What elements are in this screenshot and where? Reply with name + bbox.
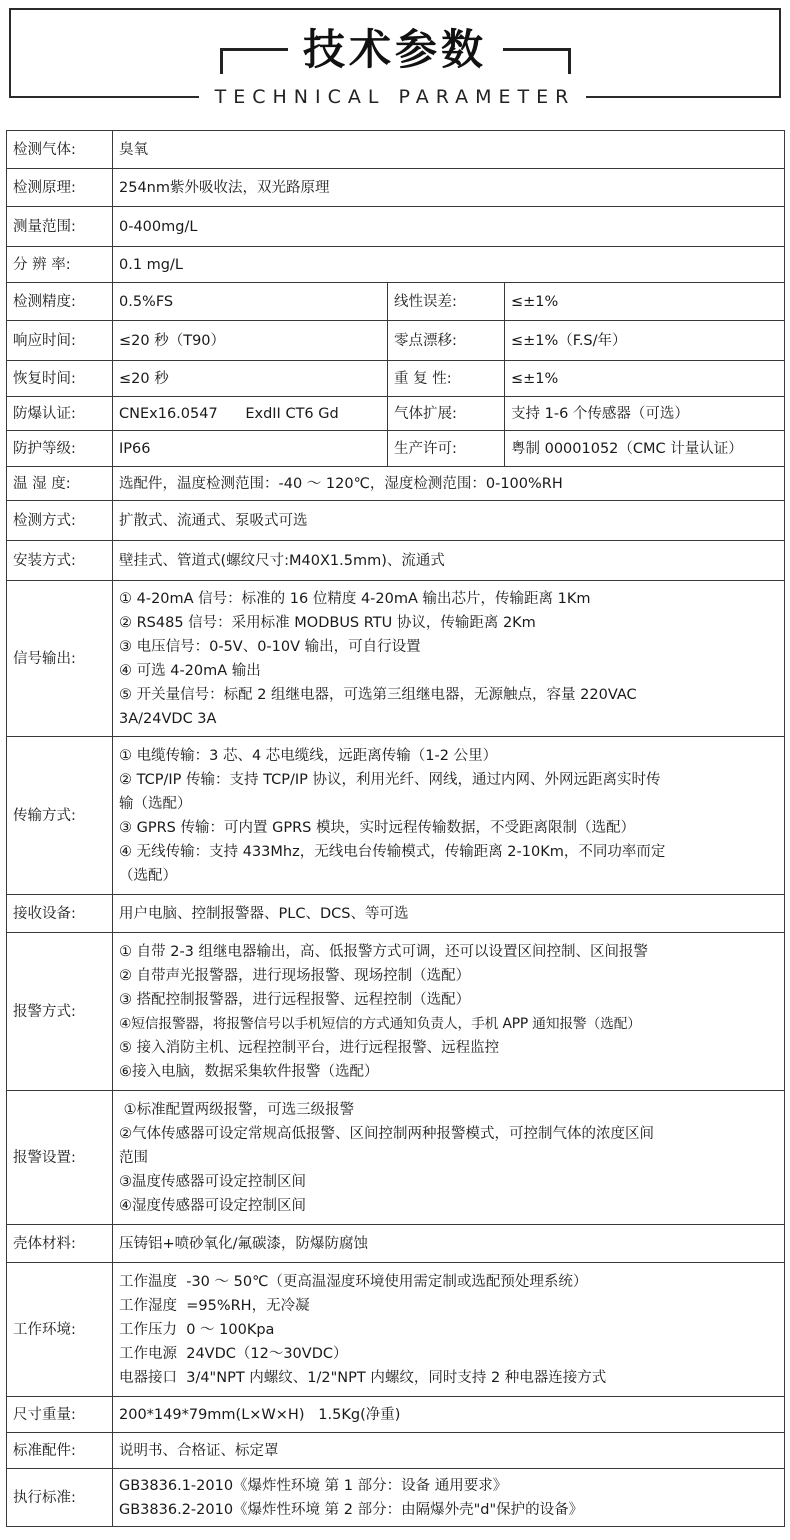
list-item: 工作温度 -30 ～ 50℃（更高温湿度环境使用需定制或选配预处理系统） [119, 1273, 588, 1290]
list-item: 工作湿度 =95%RH，无冷凝 [119, 1297, 310, 1314]
page-subtitle: TECHNICAL PARAMETER [214, 86, 576, 108]
row-label: 检测方式: [7, 501, 113, 541]
row-label: 恢复时间: [7, 361, 113, 397]
row-label: 壳体材料: [7, 1225, 113, 1263]
table-row-housing [7, 1225, 785, 1263]
row-value: CNEx16.0547 ExdII CT6 Gd [113, 397, 388, 431]
table-row-install [7, 541, 785, 581]
row-label: 零点漂移: [388, 321, 505, 361]
table-row-response [7, 321, 785, 361]
table-row-environment [7, 1263, 785, 1397]
table-row-temp-humidity [7, 467, 785, 501]
table-row-range [7, 207, 785, 247]
row-label: 工作环境: [7, 1263, 113, 1397]
row-value: ≤20 秒（T90） [113, 321, 388, 361]
row-label: 生产许可: [388, 431, 505, 467]
row-value [113, 1469, 785, 1527]
row-value: ≤±1% [505, 283, 785, 321]
list-item: 范围 [119, 1149, 148, 1166]
list-item: ③ GPRS 传输：可内置 GPRS 模块，实时远程传输数据，不受距离限制（选配） [119, 819, 635, 836]
row-value: 壁挂式、管道式(螺纹尺寸:M40X1.5mm)、流通式 [113, 541, 785, 581]
table-row-alarm-mode [7, 933, 785, 1091]
row-label: 传输方式: [7, 737, 113, 895]
row-label: 执行标准: [7, 1469, 113, 1527]
table-row-explosion [7, 397, 785, 431]
row-value [113, 1263, 785, 1397]
parameter-table [6, 130, 785, 1527]
list-item: GB3836.1-2010《爆炸性环境 第 1 部分：设备 通用要求》 [119, 1477, 508, 1494]
list-item: 输（选配） [119, 795, 192, 812]
row-label: 防爆认证: [7, 397, 113, 431]
row-value: IP66 [113, 431, 388, 467]
list-item: ④短信报警器，将报警信号以手机短信的方式通知负责人，手机 APP 通知报警（选配） [119, 1015, 641, 1032]
table-row-gas [7, 131, 785, 169]
list-item: GB3836.2-2010《爆炸性环境 第 2 部分：由隔爆外壳"d"保护的设备》 [119, 1501, 584, 1518]
list-item: ③ 搭配控制报警器，进行远程报警、远程控制（选配） [119, 991, 471, 1008]
row-label: 气体扩展: [388, 397, 505, 431]
row-label: 防护等级: [7, 431, 113, 467]
list-item: ④ 可选 4-20mA 输出 [119, 662, 261, 679]
row-value [113, 581, 785, 737]
table-row-protection [7, 431, 785, 467]
table-row-detection-mode [7, 501, 785, 541]
row-value: 200*149*79mm(L×W×H) 1.5Kg(净重) [113, 1397, 785, 1433]
table-row-standards [7, 1469, 785, 1527]
row-value [113, 737, 785, 895]
row-label: 接收设备: [7, 895, 113, 933]
table-row-resolution [7, 247, 785, 283]
row-value: ≤20 秒 [113, 361, 388, 397]
table-row-recovery [7, 361, 785, 397]
list-item: ③ 电压信号：0-5V、0-10V 输出，可自行设置 [119, 638, 421, 655]
row-value [113, 933, 785, 1091]
list-item: ②气体传感器可设定常规高低报警、区间控制两种报警模式，可控制气体的浓度区间 [119, 1125, 654, 1142]
row-label: 检测原理: [7, 169, 113, 207]
row-value: 压铸铝+喷砂氧化/氟碳漆，防爆防腐蚀 [113, 1225, 785, 1263]
row-value: 选配件，温度检测范围：-40 ～ 120℃，湿度检测范围：0-100%RH [113, 467, 785, 501]
list-item: 电器接口 3/4"NPT 内螺纹、1/2"NPT 内螺纹，同时支持 2 种电器连接方式 [119, 1369, 607, 1386]
list-item: ⑤ 接入消防主机、远程控制平台，进行远程报警、远程监控 [119, 1039, 500, 1056]
row-label: 尺寸重量: [7, 1397, 113, 1433]
row-label: 检测精度: [7, 283, 113, 321]
row-label: 重 复 性: [388, 361, 505, 397]
row-value: ≤±1% [505, 361, 785, 397]
list-item: ① 自带 2-3 组继电器输出，高、低报警方式可调，还可以设置区间控制、区间报警 [119, 943, 649, 960]
list-item: ② RS485 信号：采用标准 MODBUS RTU 协议，传输距离 2Km [119, 614, 536, 631]
table-row-alarm-setting [7, 1091, 785, 1225]
row-label: 温 湿 度: [7, 467, 113, 501]
row-value: 粤制 00001052（CMC 计量认证） [505, 431, 785, 467]
table-row-transmission [7, 737, 785, 895]
row-value [113, 1091, 785, 1225]
list-item: 3A/24VDC 3A [119, 710, 217, 727]
row-label: 线性误差: [388, 283, 505, 321]
row-value: 254nm紫外吸收法，双光路原理 [113, 169, 785, 207]
list-item: ① 电缆传输：3 芯、4 芯电缆线，远距离传输（1-2 公里） [119, 747, 498, 764]
table-row-principle [7, 169, 785, 207]
list-item: （选配） [119, 867, 177, 884]
list-item: 工作压力 0 ～ 100Kpa [119, 1321, 275, 1338]
list-item: ② 自带声光报警器，进行现场报警、现场控制（选配） [119, 967, 471, 984]
list-item: ①标准配置两级报警，可选三级报警 [119, 1101, 355, 1118]
table-row-size [7, 1397, 785, 1433]
row-value: 用户电脑、控制报警器、PLC、DCS、等可选 [113, 895, 785, 933]
list-item: ⑥接入电脑，数据采集软件报警（选配） [119, 1063, 379, 1080]
row-label: 分 辨 率: [7, 247, 113, 283]
list-item: ① 4-20mA 信号：标准的 16 位精度 4-20mA 输出芯片，传输距离 1Km [119, 590, 591, 607]
row-label: 响应时间: [7, 321, 113, 361]
list-item: ④湿度传感器可设定控制区间 [119, 1197, 306, 1214]
row-label: 报警设置: [7, 1091, 113, 1225]
list-item: ② TCP/IP 传输：支持 TCP/IP 协议，利用光纤、网线，通过内网、外网远距离实时传 [119, 771, 661, 788]
row-value: 支持 1-6 个传感器（可选） [505, 397, 785, 431]
row-label: 报警方式: [7, 933, 113, 1091]
list-item: ⑤ 开关量信号：标配 2 组继电器，可选第三组继电器，无源触点，容量 220VAC [119, 686, 637, 703]
table-row-accessories [7, 1433, 785, 1469]
row-label: 标准配件: [7, 1433, 113, 1469]
table-row-accuracy [7, 283, 785, 321]
list-item: ④ 无线传输：支持 433Mhz，无线电台传输模式，传输距离 2-10Km，不同功率而定 [119, 843, 666, 860]
list-item: 工作电源 24VDC（12～30VDC） [119, 1345, 348, 1362]
row-value: 扩散式、流通式、泵吸式可选 [113, 501, 785, 541]
row-label: 检测气体: [7, 131, 113, 169]
row-value: 0.1 mg/L [113, 247, 785, 283]
list-item: ③温度传感器可设定控制区间 [119, 1173, 306, 1190]
row-value: 说明书、合格证、标定罩 [113, 1433, 785, 1469]
row-label: 信号输出: [7, 581, 113, 737]
row-value: 臭氧 [113, 131, 785, 169]
table-row-receiver [7, 895, 785, 933]
row-value: ≤±1%（F.S/年） [505, 321, 785, 361]
row-value: 0.5%FS [113, 283, 388, 321]
page-title: 技术参数 [302, 25, 487, 74]
row-label: 测量范围: [7, 207, 113, 247]
row-value: 0-400mg/L [113, 207, 785, 247]
row-label: 安装方式: [7, 541, 113, 581]
table-row-signal [7, 581, 785, 737]
